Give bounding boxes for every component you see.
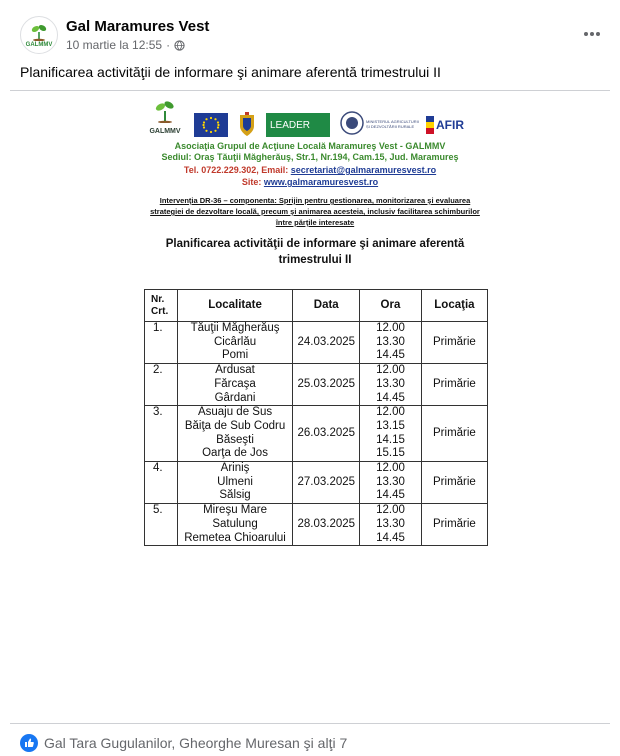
ora: 14.45 [376,349,405,362]
table-row [145,504,488,546]
document-image [10,91,610,723]
galmmv-logo [145,99,185,135]
intervention-text: Intervenţia DR-36 – componenta: Sprijin pentru gestionarea, monitorizarea şi evaluarea strategiei de dezvoltare locală, precum şi animarea acesteia, inclusiv facilitarea schimburilor între părţile interesate [150,196,480,227]
more-horizontal-icon [583,31,601,37]
header-ora: Ora [360,290,422,322]
row-locatia: Primărie [421,322,487,364]
row-nr: 4. [145,462,178,504]
row-nr: 3. [145,406,178,462]
romania-crest-icon [238,111,256,137]
post-header [0,0,620,56]
row-localitati [177,364,293,406]
header-locatia: Locaţia [421,290,487,322]
row-nr: 1. [145,322,178,364]
afir-logo-text: AFIR [436,118,464,132]
association-site [10,177,610,188]
eu-flag-icon [194,113,228,137]
logo-row [10,97,610,137]
meta-separator: · [166,38,171,52]
post-meta [66,38,185,52]
galmmv-logo-text: GALMMV [149,128,181,135]
post-image[interactable] [10,90,610,724]
post-text: Planificarea activităţii de informare şi animare aferentă trimestrului II [20,64,441,80]
globe-icon[interactable] [174,40,185,51]
ora: 13.30 [376,377,405,390]
localitate: Satulung [212,517,258,530]
localitate: Pomi [221,349,249,362]
localitate: Gârdani [214,391,256,404]
afir-logo [426,113,466,137]
avatar-text: GALMMV [25,41,53,48]
ora: 12.00 [376,504,405,517]
association-address: Sediul: Oraş Tăuţii Măgherăuş, Str.1, Nr.194, Cam.15, Jud. Maramureş [161,152,459,162]
ora: 14.45 [376,489,405,502]
ora: 14.45 [376,531,405,544]
schedule-table [144,289,488,546]
row-date: 24.03.2025 [293,322,360,364]
ministry-emblem-icon [340,111,364,135]
localitate: Oarţa de Jos [202,447,268,460]
row-date: 27.03.2025 [293,462,360,504]
localitate: Băseşti [216,433,254,446]
like-icon [20,734,38,752]
document-title: Planificarea activităţii de informare şi animare aferentă trimestrului II [165,238,465,266]
row-localitati [177,406,293,462]
association-contact [10,165,610,176]
row-localitati [177,462,293,504]
leader-logo: LEADER [266,113,330,137]
ora: 13.15 [376,419,405,432]
post-timestamp[interactable]: 10 martie la 12:55 [66,38,163,52]
table-header-row [145,290,488,322]
row-date: 28.03.2025 [293,504,360,546]
table-row [145,406,488,462]
row-ore [360,406,422,462]
reactions-summary[interactable] [20,734,347,752]
ora: 12.00 [376,406,405,419]
table-row [145,322,488,364]
row-locatia: Primărie [421,406,487,462]
sprout-logo-icon [29,23,49,41]
ora: 12.00 [376,322,405,334]
row-nr: 5. [145,504,178,546]
row-locatia: Primărie [421,364,487,406]
ora: 13.30 [376,517,405,530]
localitate: Cicârlău [213,335,257,348]
ora: 12.00 [376,462,405,475]
galmmv-sprout-icon [154,99,176,123]
site-url: www.galmaramuresvest.ro [263,177,379,187]
localitate: Remetea Chioarului [184,531,286,544]
more-options-button[interactable] [578,20,606,48]
localitate: Ariniş [220,462,250,475]
localitate: Ulmeni [217,475,253,488]
afir-flame-icon [426,116,434,134]
row-localitati [177,322,293,364]
row-ore [360,322,422,364]
page-avatar[interactable] [20,16,58,54]
post-footer [0,724,620,756]
ministry-logo-text: MINISTERUL AGRICULTURII ȘI DEZVOLTĂRII RURALE [366,119,419,129]
ora: 14.15 [376,433,405,446]
localitate: Fărcaşa [214,377,256,390]
ora: 12.00 [376,364,405,377]
localitate: Tăuţii Măgherăuş [190,322,280,334]
localitate: Mireşu Mare [203,504,267,517]
contact-phone: Tel. 0722.229.302, Email: [183,165,291,175]
row-date: 26.03.2025 [293,406,360,462]
ministry-logo [340,111,420,137]
row-nr: 2. [145,364,178,406]
eu-stars-icon [194,113,228,137]
ora: 15.15 [376,447,405,460]
association-name: Asociaţia Grupul de Acţiune Locală Maramureş Vest - GALMMV [174,141,446,151]
row-ore [360,462,422,504]
table-row [145,462,488,504]
localitate: Sălsig [219,489,251,502]
reactions-text[interactable]: Gal Tara Gugulanilor, Gheorghe Muresan şi alţi 7 [44,735,348,751]
ora: 14.45 [376,391,405,404]
row-ore [360,504,422,546]
row-localitati [177,504,293,546]
row-date: 25.03.2025 [293,364,360,406]
header-nr: Nr. Crt. [145,290,178,322]
row-locatia: Primărie [421,462,487,504]
row-locatia: Primărie [421,504,487,546]
contact-email: secretariat@galmaramuresvest.ro [290,165,437,175]
localitate: Asuaju de Sus [197,406,273,419]
site-prefix: Site: [241,177,264,187]
page-name-link[interactable]: Gal Maramures Vest [66,18,210,35]
localitate: Ardusat [215,364,255,377]
ora: 13.30 [376,475,405,488]
ora: 13.30 [376,335,405,348]
row-ore [360,364,422,406]
header-localitate: Localitate [177,290,293,322]
localitate: Băiţa de Sub Codru [184,419,286,432]
table-row [145,364,488,406]
header-data: Data [293,290,360,322]
